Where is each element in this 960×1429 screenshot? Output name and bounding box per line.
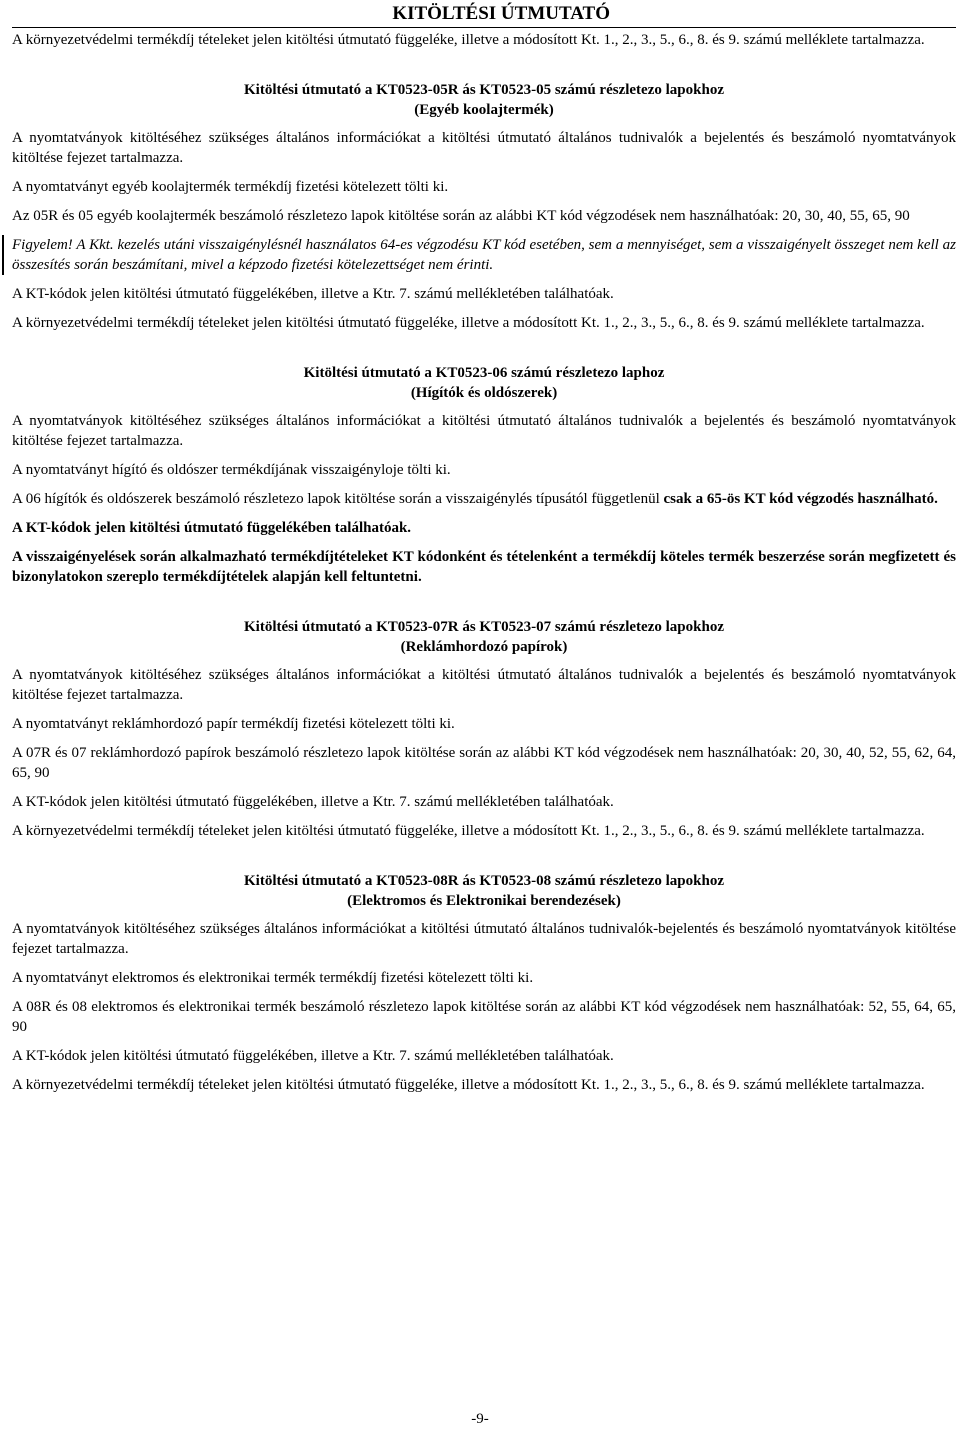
paragraph-emphasis: csak a 65-ös KT kód végzodés használható.: [663, 491, 938, 507]
paragraph: A KT-kódok jelen kitöltési útmutató függelékében, illetve a Ktr. 7. számú mellékletében találhatóak.: [12, 1048, 614, 1064]
note-paragraph: Figyelem! A Kkt. kezelés utáni visszaigénylésnél használatos 64-es végzodésu KT kód esetében, sem a mennyiséget, sem a visszaigényelt összeget nem kell az összesítés során beszámítani, mivel a képzodo fizetési kötelezettséget nem érinti.: [12, 237, 956, 273]
paragraph: A nyomtatványt reklámhordozó papír termékdíj fizetési kötelezett tölti ki.: [12, 716, 455, 732]
paragraph: A nyomtatványok kitöltéséhez szükséges általános információkat a kitöltési útmutató általános tudnivalók a bejelentés és beszámoló nyomtatványok kitöltése fejezet tartalmazza.: [12, 130, 956, 166]
paragraph: A nyomtatványt egyéb koolajtermék termékdíj fizetési kötelezett tölti ki.: [12, 179, 449, 195]
paragraph: A 07R és 07 reklámhordozó papírok beszámoló részletezo lapok kitöltése során az alábbi KT kód végzodések nem használhatóak: 20, 30, 40, 52, 55, 62, 64, 65, 90: [12, 745, 956, 781]
title-rule: [12, 27, 956, 28]
section-07: [12, 617, 956, 841]
paragraph: A nyomtatványt hígító és oldószer termékdíjának visszaigényloje tölti ki.: [12, 462, 451, 478]
paragraph: A nyomtatványt elektromos és elektronikai termék termékdíj fizetési kötelezett tölti ki.: [12, 970, 534, 986]
section-heading: Kitöltési útmutató a KT0523-06 számú részletezo laphoz: [303, 365, 665, 381]
paragraph: A 08R és 08 elektromos és elektronikai termék beszámoló részletezo lapok kitöltése során az alábbi KT kód végzodések nem használhatóak: 52, 55, 64, 65, 90: [12, 999, 956, 1035]
note-block: [12, 235, 956, 275]
paragraph: A KT-kódok jelen kitöltési útmutató függelékében találhatóak.: [12, 520, 412, 536]
section-subheading: (Elektromos és Elektronikai berendezések): [347, 893, 621, 909]
paragraph: A KT-kódok jelen kitöltési útmutató függelékében, illetve a Ktr. 7. számú mellékletében találhatóak.: [12, 286, 614, 302]
section-subheading: (Hígítók és oldószerek): [410, 385, 558, 401]
section-heading: Kitöltési útmutató a KT0523-07R ás KT0523-07 számú részletezo lapokhoz: [244, 619, 724, 635]
page-title: KITÖLTÉSI ÚTMUTATÓ: [392, 3, 610, 24]
paragraph: A visszaigényelések során alkalmazható termékdíjtételeket KT kódonként és tételenként a termékdíj köteles termék beszerzése során megfizetett és bizonylatokon szereplo termékdíjtételek alapján kell feltuntetni.: [12, 549, 956, 585]
paragraph: Az 05R és 05 egyéb koolajtermék beszámoló részletezo lapok kitöltése során az alábbi KT kód végzodések nem használhatóak: 20, 30, 40, 55, 65, 90: [12, 208, 910, 224]
paragraph: [12, 489, 956, 509]
section-subheading: (Reklámhordozó papírok): [400, 639, 568, 655]
section-08: [12, 871, 956, 1095]
paragraph: A nyomtatványok kitöltéséhez szükséges általános információkat a kitöltési útmutató általános tudnivalók a bejelentés és beszámoló nyomtatványok kitöltése fejezet tartalmazza.: [12, 667, 956, 703]
paragraph: A nyomtatványok kitöltéséhez szükséges általános információkat a kitöltési útmutató általános tudnivalók a bejelentés és beszámoló nyomtatványok kitöltése fejezet tartalmazza.: [12, 413, 956, 449]
paragraph: A nyomtatványok kitöltéséhez szükséges általános információkat a kitöltési útmutató általános tudnivalók-bejelentés és beszámoló nyomtatványok kitöltése fejezet tartalmazza.: [12, 921, 956, 957]
section-05: [12, 80, 956, 333]
paragraph-text: A 06 hígítók és oldószerek beszámoló részletezo lapok kitöltése során a visszaigénylés típusától függetlenül: [12, 491, 664, 507]
paragraph: A környezetvédelmi termékdíj tételeket jelen kitöltési útmutató függeléke, illetve a módosított Kt. 1., 2., 3., 5., 6., 8. és 9. számú melléklete tartalmazza.: [12, 315, 925, 331]
section-heading: Kitöltési útmutató a KT0523-05R ás KT0523-05 számú részletezo lapokhoz: [244, 82, 724, 98]
section-heading: Kitöltési útmutató a KT0523-08R ás KT0523-08 számú részletezo lapokhoz: [244, 873, 724, 889]
page-number: -9-: [471, 1411, 489, 1427]
paragraph: A KT-kódok jelen kitöltési útmutató függelékében, illetve a Ktr. 7. számú mellékletében találhatóak.: [12, 794, 614, 810]
paragraph: A környezetvédelmi termékdíj tételeket jelen kitöltési útmutató függeléke, illetve a módosított Kt. 1., 2., 3., 5., 6., 8. és 9. számú melléklete tartalmazza.: [12, 823, 925, 839]
document-page: [12, 0, 956, 1095]
intro-paragraph: A környezetvédelmi termékdíj tételeket jelen kitöltési útmutató függeléke, illetve a módosított Kt. 1., 2., 3., 5., 6., 8. és 9. számú melléklete tartalmazza.: [12, 32, 925, 48]
paragraph: A környezetvédelmi termékdíj tételeket jelen kitöltési útmutató függeléke, illetve a módosított Kt. 1., 2., 3., 5., 6., 8. és 9. számú melléklete tartalmazza.: [12, 1077, 925, 1093]
section-06: [12, 363, 956, 587]
note-change-bar: [2, 235, 4, 275]
section-subheading: (Egyéb koolajtermék): [414, 102, 554, 118]
